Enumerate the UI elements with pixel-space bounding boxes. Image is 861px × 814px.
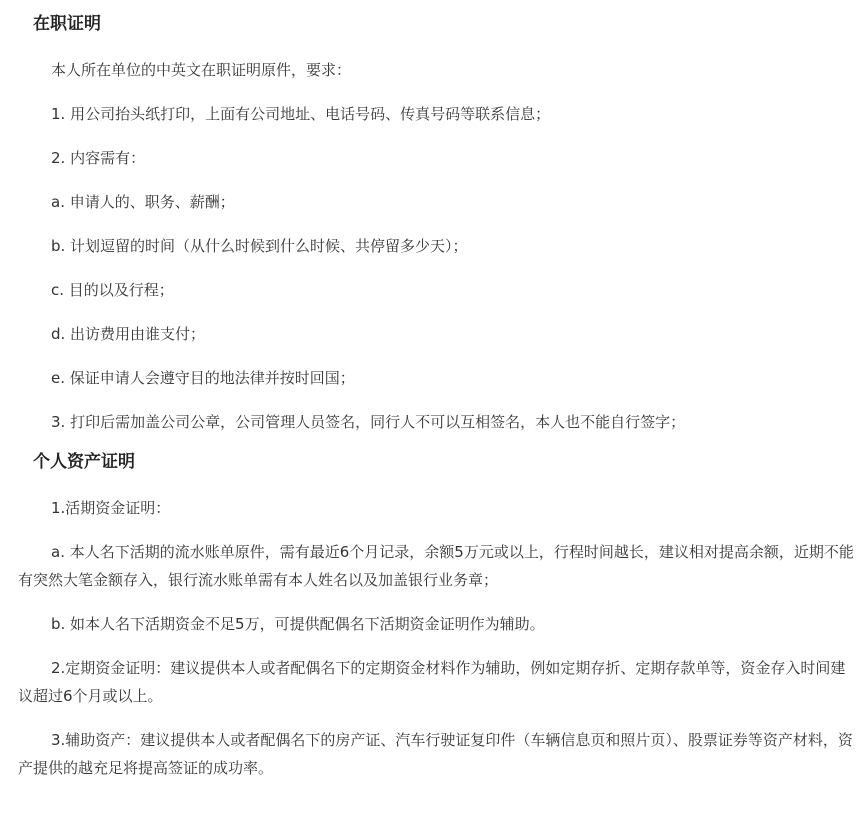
paragraph: e. 保证申请人会遵守目的地法律并按时回国；	[51, 369, 355, 387]
paragraph: a. 本人名下活期的流水账单原件，需有最近6个月记录，余额5万元或以上，行程时间越长，建议相对提高余额，近期不能有突然大笔金额存入，银行流水账单需有本人姓名以及加盖银行业务章；	[18, 543, 854, 589]
paragraph: 1. 用公司抬头纸打印，上面有公司地址、电话号码、传真号码等联系信息；	[51, 105, 551, 123]
paragraph: 2. 内容需有：	[51, 149, 146, 167]
paragraph: b. 如本人名下活期资金不足5万，可提供配偶名下活期资金证明作为辅助。	[51, 615, 545, 633]
paragraph: b. 计划逗留的时间（从什么时候到什么时候、共停留多少天）；	[51, 237, 468, 255]
section-title-employment-certificate: 在职证明	[33, 14, 101, 34]
paragraph: 本人所在单位的中英文在职证明原件，要求：	[51, 61, 352, 79]
paragraph: 3. 打印后需加盖公司公章，公司管理人员签名，同行人不可以互相签名，本人也不能自行签字；	[51, 413, 686, 431]
paragraph: d. 出访费用由谁支付；	[51, 325, 206, 343]
section-title-personal-assets: 个人资产证明	[33, 452, 135, 472]
paragraph: 1.活期资金证明：	[51, 499, 171, 517]
paragraph: c. 目的以及行程；	[51, 281, 174, 299]
paragraph: 2.定期资金证明：建议提供本人或者配偶名下的定期资金材料作为辅助，例如定期存折、定期存款单等，资金存入时间建议超过6个月或以上。	[18, 659, 846, 705]
paragraph: a. 申请人的、职务、薪酬；	[51, 193, 235, 211]
paragraph: 3.辅助资产：建议提供本人或者配偶名下的房产证、汽车行驶证复印件（车辆信息页和照片页）、股票证券等资产材料，资产提供的越充足将提高签证的成功率。	[18, 731, 853, 777]
